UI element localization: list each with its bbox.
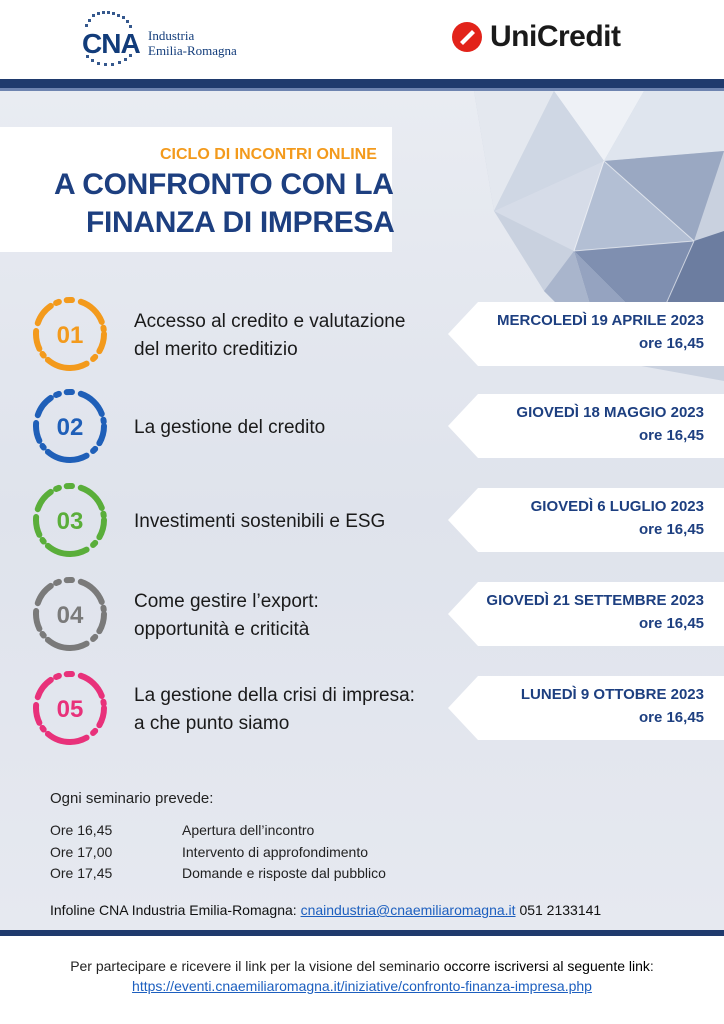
schedule-desc: Apertura dell’incontro (182, 822, 315, 838)
cna-logo-text: CNA (82, 28, 140, 59)
cna-logo-sub2: Emilia-Romagna (148, 43, 237, 58)
footer-text-suffix: : (649, 958, 654, 974)
session-number-badge (30, 574, 110, 654)
unicredit-circle-icon (452, 22, 482, 52)
session-time: ore 16,45 (638, 335, 704, 352)
session-topic (134, 508, 385, 536)
session-time: ore 16,45 (638, 427, 704, 444)
session-topic-line2: del merito creditizio (134, 339, 298, 360)
schedule-time: Ore 17,00 (50, 844, 113, 860)
session-date-tag (448, 676, 724, 740)
session-date: MERCOLEDÌ 19 APRILE 2023 (496, 312, 704, 329)
session-time: ore 16,45 (638, 709, 704, 726)
page-title-line2: FINANZA DI IMPRESA (86, 206, 395, 239)
unicredit-logo-text: UniCredit (490, 20, 621, 53)
session-number-badge (30, 480, 110, 560)
infoline-colon: : (292, 902, 301, 918)
session-number-badge (30, 668, 110, 748)
schedule-desc: Intervento di approfondimento (182, 844, 369, 860)
session-row (0, 294, 724, 384)
session-time: ore 16,45 (638, 615, 704, 632)
schedule-time: Ore 17,45 (50, 865, 113, 881)
session-number: 04 (56, 602, 84, 629)
infoline-label: Infoline CNA Industria Emilia-Romagna (50, 902, 293, 918)
infoline-email-link[interactable]: cnaindustria@cnaemiliaromagna.it (300, 902, 516, 918)
session-date: LUNEDÌ 9 OTTOBRE 2023 (520, 686, 704, 703)
session-topic-line1: Accesso al credito e valutazione (134, 311, 406, 332)
session-date-tag (448, 394, 724, 458)
schedule-heading: Ogni seminario prevede: (50, 790, 214, 807)
unicredit-logo (452, 20, 632, 60)
schedule-time: Ore 16,45 (50, 822, 113, 838)
session-number: 01 (56, 322, 84, 349)
title-kicker: CICLO DI INCONTRI ONLINE (160, 146, 377, 163)
infoline-phone: 051 2133141 (519, 902, 602, 918)
cna-logo-sub1: Industria (148, 28, 195, 43)
session-time: ore 16,45 (638, 521, 704, 538)
header (0, 0, 724, 80)
session-topic-line2: opportunità e criticità (134, 619, 310, 640)
session-topic (134, 414, 325, 442)
cna-logo-subtitle (148, 28, 237, 58)
session-date: GIOVEDÌ 18 MAGGIO 2023 (516, 404, 704, 421)
session-row (0, 386, 724, 476)
cna-logo (78, 10, 238, 68)
session-date-tag (448, 582, 724, 646)
session-topic-line1: Come gestire l’export: (134, 591, 319, 612)
infoline (50, 902, 601, 918)
bottom-divider (0, 930, 724, 936)
top-divider (0, 79, 724, 88)
session-row (0, 480, 724, 570)
schedule-desc: Domande e risposte dal pubblico (182, 865, 386, 881)
session-row (0, 574, 724, 664)
session-number-badge (30, 294, 110, 374)
session-topic (134, 682, 415, 738)
session-date-tag (448, 488, 724, 552)
page-title-line1: A CONFRONTO CON LA (54, 168, 394, 201)
session-number: 03 (56, 508, 84, 535)
session-number-badge (30, 386, 110, 466)
session-date: GIOVEDÌ 21 SETTEMBRE 2023 (486, 592, 704, 609)
session-row (0, 668, 724, 758)
footer-text (0, 958, 724, 974)
session-topic-line1: La gestione del credito (134, 417, 326, 438)
session-topic-line2: a che punto siamo (134, 713, 290, 734)
registration-link[interactable]: https://eventi.cnaemiliaromagna.it/iniziative/confronto-finanza-impresa.php (132, 978, 592, 994)
session-number: 02 (56, 414, 84, 441)
session-topic (134, 588, 319, 644)
session-number: 05 (56, 696, 84, 723)
session-topic-line1: La gestione della crisi di impresa: (134, 685, 415, 706)
session-date: GIOVEDÌ 6 LUGLIO 2023 (530, 498, 704, 515)
session-topic (134, 308, 405, 364)
footer-text-prefix: Per partecipare e ricevere il link per la visione del seminario (70, 958, 444, 974)
footer-text-strong: occorre iscriversi al seguente link (443, 958, 650, 974)
session-topic-line1: Investimenti sostenibili e ESG (134, 511, 386, 532)
session-date-tag (448, 302, 724, 366)
